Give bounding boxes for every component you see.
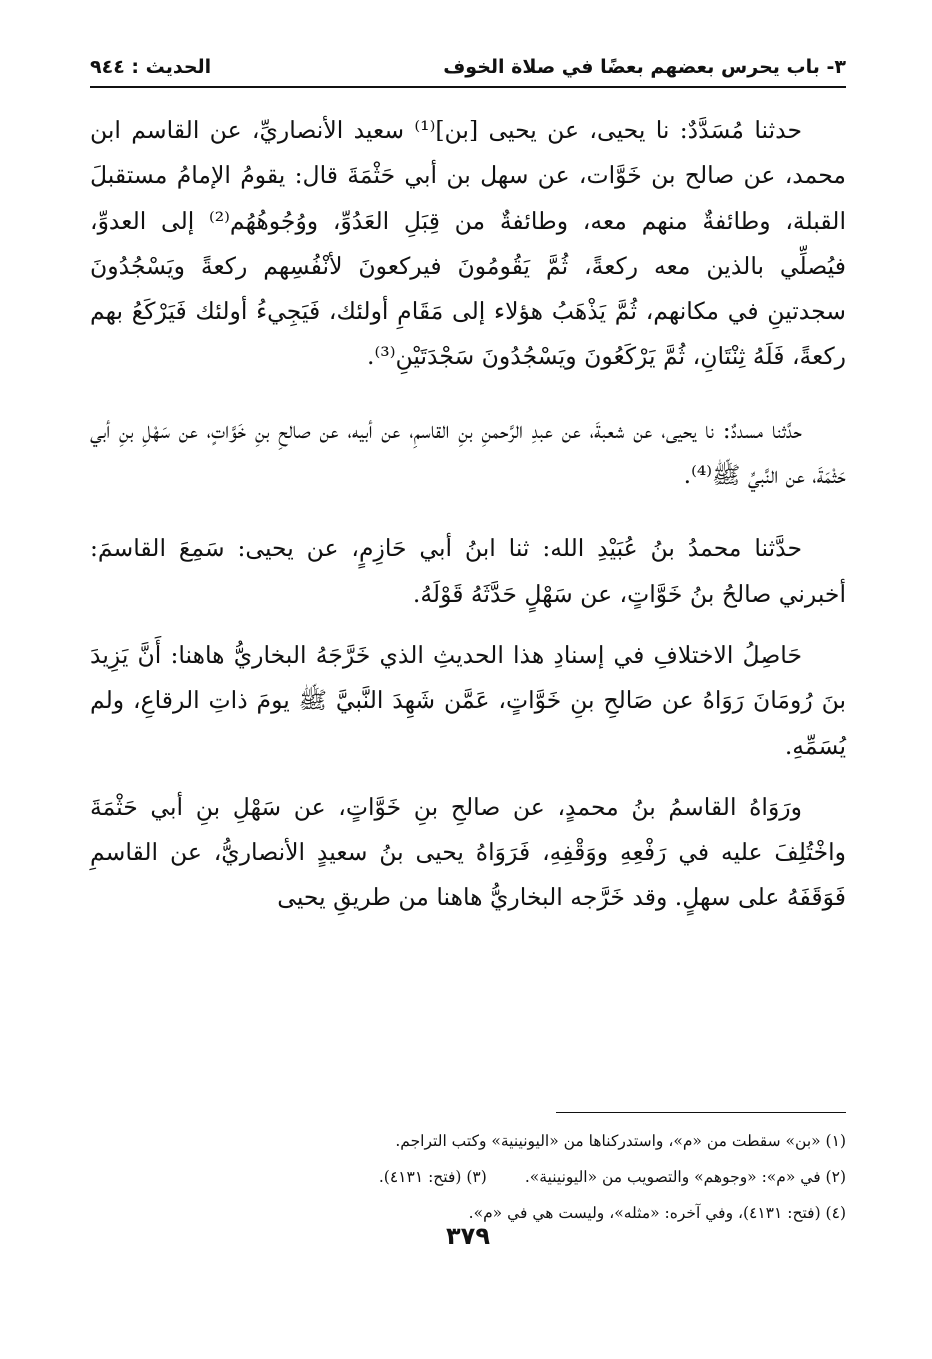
- book-page: [90, 52, 846, 1332]
- paragraph-hadith-3: حدَّثنا محمدُ بنُ عُبَيْدِ الله: ثنا ابنُ أبي حَازِمٍ، عن يحيى: سَمِعَ القاسمَ: أخبرني صالحُ بنُ خَوَّاتٍ، عن سَهْلٍ حَدَّثَهُ قَوْلَهُ.: [90, 534, 846, 608]
- footnote-row-2-3: [90, 1159, 846, 1195]
- paragraph-hadith-2: حدَّثنا مسددٌ: نا يحيى، عن شعبةَ، عن عبدِ الرَّحمنِ بنِ القاسمِ، عن أبيه، عن صالحِ بنِ خَوَّاتٍ، عن سَهْلِ بنِ أبي حَثْمَةَ، عن النَّبيِّ ﷺ⁽⁴⁾.: [90, 415, 846, 490]
- hadith-number: الحديث : ٩٤٤: [90, 56, 212, 78]
- footnotes: [90, 1112, 846, 1231]
- footnote-rule-wrap: [90, 1112, 846, 1113]
- footnote-list: [90, 1123, 846, 1231]
- paragraph-commentary-1: حَاصِلُ الاختلافِ في إسنادِ هذا الحديثِ الذي خَرَّجَهُ البخاريُّ هاهنا: أَنَّ يَزِيدَ بنَ رُومَانَ رَوَاهُ عن صَالحِ بنِ خَوَّاتٍ، عَمَّن شَهِدَ النَّبيَّ ﷺ يومَ ذاتِ الرقاعِ، ولم يُسَمِّهِ.: [90, 640, 846, 760]
- footnote-3: (٣) (فتح: ٤١٣١).: [378, 1168, 487, 1186]
- chapter-title: ٣- باب يحرس بعضهم بعضًا في صلاة الخوف: [443, 56, 846, 78]
- footnote-4: (٤) (فتح: ٤١٣١)، وفي آخره: «مثله»، وليست هي في «م».: [468, 1204, 846, 1222]
- footnote-1: (١) «بن» سقطت من «م»، واستدركناها من «اليونينية» وكتب التراجم.: [395, 1132, 846, 1150]
- footnote-2: (٢) في «م»: «وجوهم» والتصويب من «اليونينية».: [524, 1168, 846, 1186]
- page-number: ٣٧٩: [446, 1222, 490, 1250]
- main-text: [90, 108, 846, 921]
- paragraph-hadith-1: حدثنا مُسَدَّدٌ: نا يحيى، عن يحيى [بن]⁽¹⁾ سعيد الأنصاريِّ، عن القاسم ابن محمد، عن صالح بن خَوَّات، عن سهل بن أبي حَثْمَةَ قال: يقومُ الإمامُ مستقبلَ القبلة، وطائفةٌ منهم معه، وطائفةٌ من قِبَلِ العَدُوِّ، ووُجُوهُهُم⁽²⁾ إلى العدوِّ، فيُصلِّي بالذين معه ركعةً، ثُمَّ يَقُومُونَ فيركعونَ لأنْفُسِهم ركعةً ويَسْجُدُونَ سجدتينِ في مكانهم، ثُمَّ يَذْهَبُ هؤلاء إلى مَقَامِ أولئك، فَيَجِيءُ أولئك فَيَرْكَعُ بهم ركعةً، فَلَهُ ثِنْتَانِ، ثُمَّ يَرْكَعُونَ ويَسْجُدُونَ سَجْدَتَيْنِ⁽³⁾.: [90, 116, 846, 371]
- paragraph-commentary-2: ورَوَاهُ القاسمُ بنُ محمدٍ، عن صالحِ بنِ خَوَّاتٍ، عن سَهْلِ بنِ أبي حَثْمَةَ واخْتُلِفَ عليه في رَفْعِهِ ووَقْفِهِ، فَرَوَاهُ يحيى بنُ سعيدٍ الأنصاريُّ، عن القاسمِ فَوَقَفَهُ على سهلٍ. وقد خَرَّجه البخاريُّ هاهنا من طريقِ يحيى: [90, 792, 846, 912]
- footnote-divider: [556, 1112, 846, 1113]
- running-header: [90, 52, 846, 88]
